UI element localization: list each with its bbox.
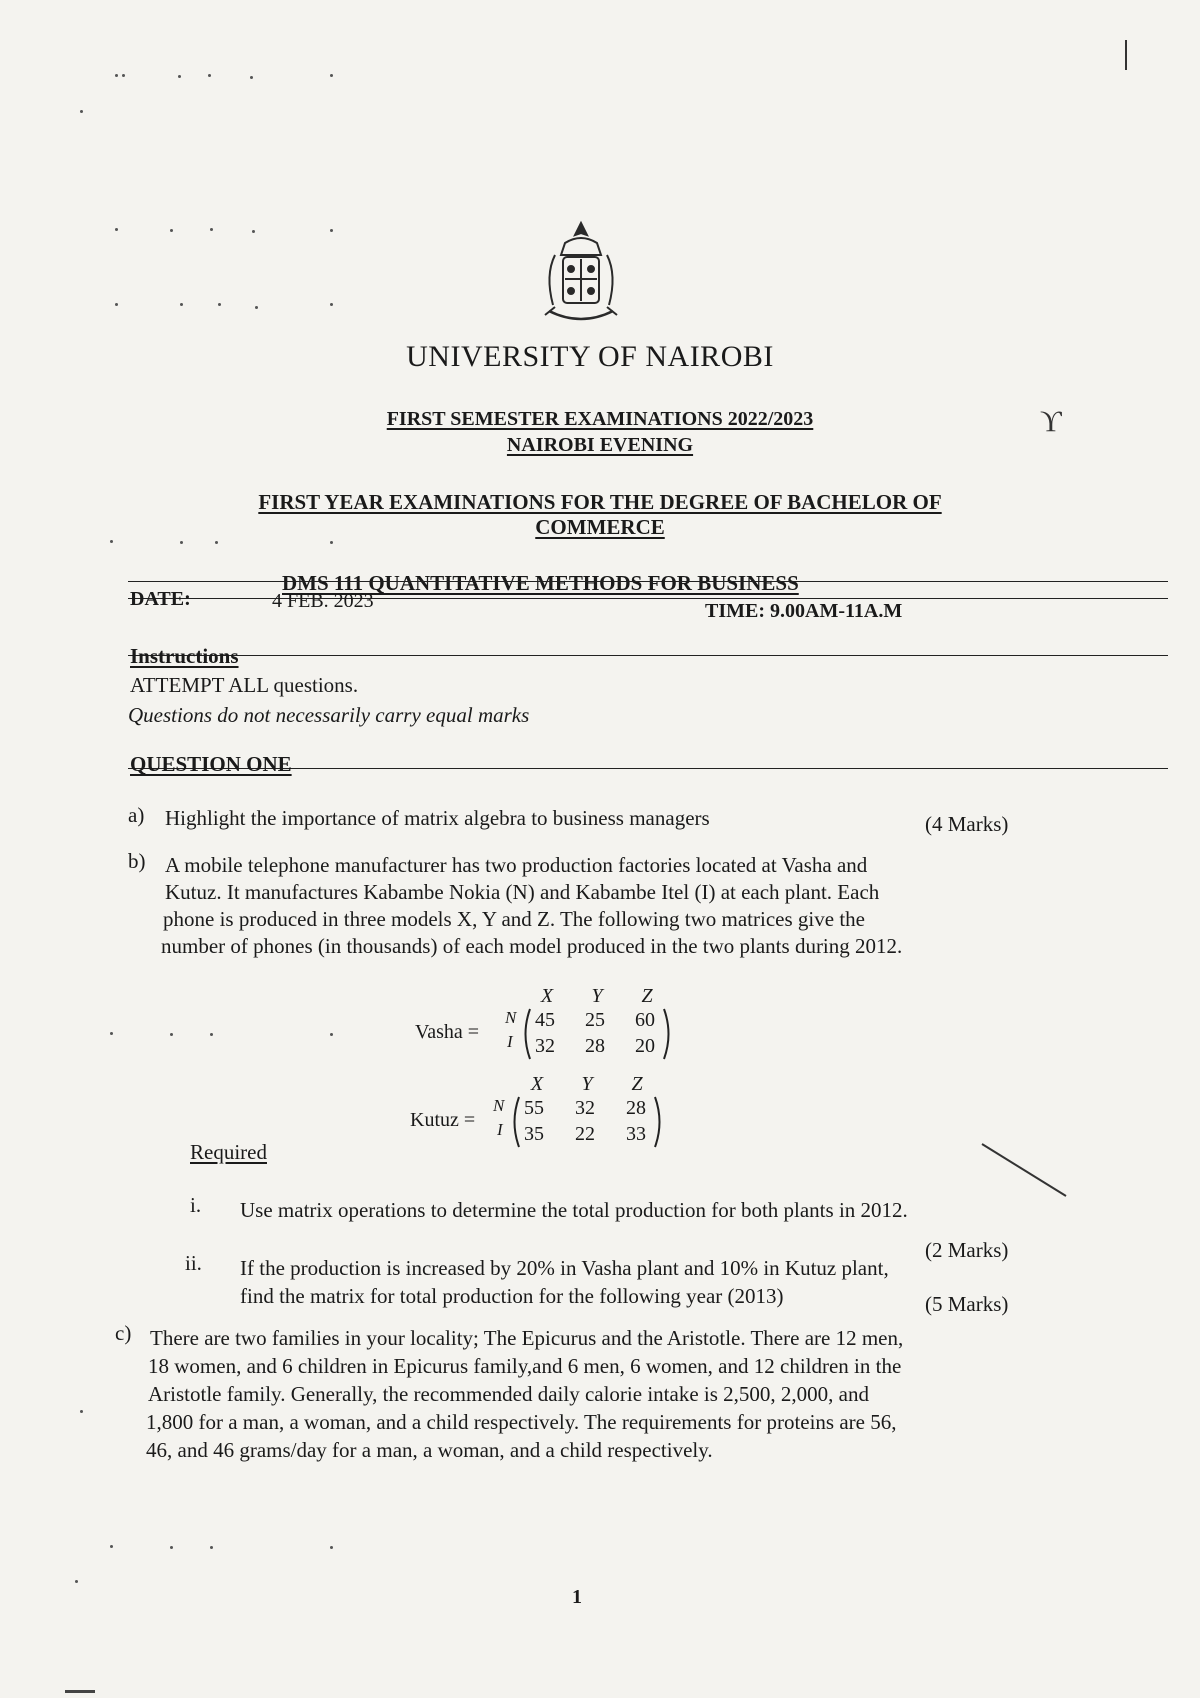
kutuz-matrix	[405, 1073, 685, 1173]
matrix-col-label: Y	[581, 1073, 593, 1095]
part-b-line4: number of phones (in thousands) of each model produced in the two plants during 2012.	[161, 934, 903, 958]
matrix-name: Kutuz =	[410, 1109, 476, 1131]
part-c-line4: 1,800 for a man, a woman, and a child respectively. The requirements for proteins are 56,	[146, 1410, 897, 1434]
matrix-right-paren	[662, 1007, 674, 1061]
matrix-col-label: Z	[641, 985, 653, 1007]
matrix-cell: 32	[535, 1035, 555, 1057]
part-b-label: b)	[128, 849, 146, 873]
matrix-col-label: X	[530, 1073, 544, 1095]
matrix-col-label: Y	[591, 985, 603, 1007]
instructions-line2: Questions do not necessarily carry equal marks	[128, 703, 530, 727]
part-c-label: c)	[115, 1321, 132, 1345]
part-c-line5: 46, and 46 grams/day for a man, a woman, and a child respectively.	[146, 1438, 713, 1462]
part-i-marks: (2 Marks)	[925, 1238, 1009, 1262]
matrix-cell: 60	[635, 1009, 655, 1031]
part-c-line2: 18 women, and 6 children in Epicurus family,and 6 men, 6 women, and 12 children in the	[148, 1354, 902, 1378]
exam-time: TIME: 9.00AM-11A.M	[705, 600, 903, 622]
matrix-cell: 25	[585, 1009, 605, 1031]
campus-title: NAIROBI EVENING	[506, 434, 694, 456]
matrix-name: Vasha =	[415, 1021, 480, 1043]
matrix-row-label: I	[497, 1120, 503, 1139]
page-number: 1	[572, 1586, 582, 1608]
part-i-label: i.	[190, 1193, 202, 1217]
required-heading: Required	[190, 1140, 267, 1164]
margin-tick: ϒ	[1040, 405, 1062, 438]
matrix-col-label: Z	[631, 1073, 643, 1095]
matrix-cell: 28	[585, 1035, 605, 1057]
matrix-cell: 20	[635, 1035, 655, 1057]
date-label: DATE:	[130, 588, 191, 610]
matrix-col-label: X	[540, 985, 554, 1007]
part-ii-marks: (5 Marks)	[925, 1292, 1009, 1316]
part-ii-line1: If the production is increased by 20% in Vasha plant and 10% in Kutuz plant,	[240, 1256, 889, 1280]
date-value: 4 FEB. 2023	[272, 590, 374, 612]
header-rule-top	[128, 581, 1168, 582]
matrix-cell: 45	[535, 1009, 555, 1031]
instructions-heading: Instructions	[130, 644, 239, 668]
matrix-cell: 33	[626, 1123, 646, 1145]
part-a-label: a)	[128, 803, 145, 827]
matrix-cell: 28	[626, 1097, 646, 1119]
matrix-cell: 35	[524, 1123, 544, 1145]
part-b-line1: A mobile telephone manufacturer has two production factories located at Vasha and	[165, 853, 868, 877]
question-one-heading: QUESTION ONE	[130, 752, 292, 776]
matrix-right-paren	[653, 1095, 665, 1149]
part-ii-label: ii.	[185, 1251, 202, 1275]
matrix-cell: 55	[524, 1097, 544, 1119]
semester-title: FIRST SEMESTER EXAMINATIONS 2022/2023	[386, 408, 814, 430]
course-title: DMS 111 QUANTITATIVE METHODS FOR BUSINESS	[282, 571, 799, 595]
matrix-cell: 32	[575, 1097, 595, 1119]
part-c-line1: There are two families in your locality; The Epicurus and the Aristotle. There are 12 men,	[150, 1326, 904, 1350]
matrix-row-label: N	[493, 1096, 505, 1115]
university-crest-emblem	[535, 215, 627, 330]
matrix-row-label: I	[507, 1032, 513, 1051]
degree-title-line1: FIRST YEAR EXAMINATIONS FOR THE DEGREE OF BACHELOR OF	[258, 490, 942, 514]
matrix-cell: 22	[575, 1123, 595, 1145]
part-c-line3: Aristotle family. Generally, the recommended daily calorie intake is 2,500, 2,000, and	[148, 1382, 869, 1406]
pencil-stroke-mark	[980, 1140, 1070, 1200]
degree-title-line2: COMMERCE	[535, 515, 665, 539]
margin-mark	[1125, 40, 1127, 70]
part-i-text: Use matrix operations to determine the total production for both plants in 2012.	[240, 1198, 908, 1222]
university-name: UNIVERSITY OF NAIROBI	[406, 340, 774, 373]
matrix-row-label: N	[505, 1008, 517, 1027]
instructions-rule	[128, 655, 1168, 656]
instructions-line1: ATTEMPT ALL questions.	[130, 673, 359, 697]
scan-edge-mark	[65, 1690, 95, 1693]
part-a-marks: (4 Marks)	[925, 812, 1009, 836]
part-b-line2: Kutuz. It manufactures Kabambe Nokia (N) and Kabambe Itel (I) at each plant. Each	[165, 880, 880, 904]
part-a-text: Highlight the importance of matrix algebra to business managers	[165, 806, 710, 830]
vasha-matrix	[410, 985, 690, 1085]
part-ii-line2: find the matrix for total production for the following year (2013)	[240, 1284, 784, 1308]
part-b-line3: phone is produced in three models X, Y and Z. The following two matrices give the	[163, 907, 865, 931]
